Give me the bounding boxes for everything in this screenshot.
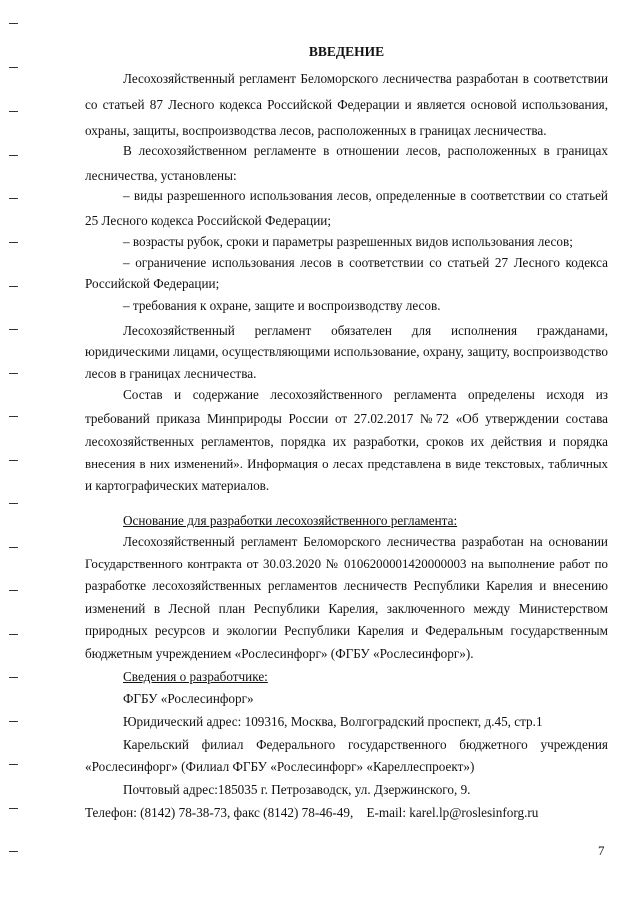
margin-mark: [9, 590, 18, 591]
paragraph-line: требований приказа Минприроды России от 27.02.2017 №72 «Об утверждении состава: [85, 411, 608, 426]
list-item: – ограничение использования лесов в соответствии со статьей 27 Лесного кодекса: [123, 255, 608, 270]
list-item: 25 Лесного кодекса Российской Федерации;: [85, 213, 331, 228]
margin-mark: [9, 286, 18, 287]
margin-mark: [9, 503, 18, 504]
paragraph-line: охраны, защиты, воспроизводства лесов, расположенных в границах лесничества.: [85, 123, 547, 138]
paragraph-line: лесов в границах лесничества.: [85, 366, 257, 381]
list-item: – виды разрешенного использования лесов, определенные в соответствии со статьей: [123, 188, 608, 203]
margin-mark: [9, 677, 18, 678]
paragraph-line: и картографических материалов.: [85, 478, 270, 493]
paragraph-line: лесохозяйственных регламентов, порядка их разработки, сроков их действия и порядка: [85, 434, 608, 449]
margin-mark: [9, 764, 18, 765]
margin-mark: [9, 460, 18, 461]
developer-org: ФГБУ «Рослесинфорг»: [123, 691, 254, 706]
margin-mark: [9, 198, 18, 199]
margin-mark: [9, 851, 18, 852]
margin-mark: [9, 634, 18, 635]
paragraph-line: В лесохозяйственном регламенте в отношении лесов, расположенных в границах: [123, 143, 608, 158]
margin-marks: [0, 0, 40, 905]
margin-mark: [9, 67, 18, 68]
paragraph-line: Состав и содержание лесохозяйственного регламента определены исходя из: [123, 387, 608, 402]
branch-line: Карельский филиал Федерального государственного бюджетного учреждения: [123, 737, 608, 752]
page-title: ВВЕДЕНИЕ: [308, 44, 385, 59]
section-heading: Сведения о разработчике:: [123, 669, 268, 684]
paragraph-line: изменений в Лесной план Республики Карелия, заключенного между Министерством: [85, 601, 608, 616]
paragraph-line: Лесохозяйственный регламент Беломорского лесничества разработан в соответствии: [123, 71, 608, 86]
margin-mark: [9, 329, 18, 330]
page-number: 7: [598, 843, 605, 858]
paragraph-line: лесничества, установлены:: [85, 168, 237, 183]
paragraph-line: Лесохозяйственный регламент обязателен для исполнения гражданами,: [123, 323, 608, 338]
branch-line: «Рослесинфорг» (Филиал ФГБУ «Рослесинфорг» «Кареллеспроект»): [85, 759, 475, 774]
margin-mark: [9, 373, 18, 374]
paragraph-line: со статьей 87 Лесного кодекса Российской Федерации и является основой использования,: [85, 97, 608, 112]
postal-address: Почтовый адрес:185035 г. Петрозаводск, ул. Дзержинского, 9.: [123, 782, 471, 797]
margin-mark: [9, 242, 18, 243]
legal-address: Юридический адрес: 109316, Москва, Волгоградский проспект, д.45, стр.1: [123, 714, 543, 729]
list-item: Российской Федерации;: [85, 276, 220, 291]
paragraph-line: природных ресурсов и экологии Республики Карелия и Федеральным государственным: [85, 623, 608, 638]
paragraph-line: Государственного контракта от 30.03.2020 № 0106200001420000003 на выполнение работ по: [85, 557, 608, 571]
margin-mark: [9, 111, 18, 112]
contacts-line: Телефон: (8142) 78-38-73, факс (8142) 78-46-49, E-mail: karel.lp@roslesinforg.ru: [85, 805, 539, 820]
list-item: – возрасты рубок, сроки и параметры разрешенных видов использования лесов;: [123, 234, 573, 249]
margin-mark: [9, 721, 18, 722]
list-item: – требования к охране, защите и воспроизводству лесов.: [123, 298, 441, 313]
margin-mark: [9, 155, 18, 156]
margin-mark: [9, 416, 18, 417]
paragraph-line: юридическими лицами, осуществляющими использование, охрану, защиту, воспроизводство: [85, 344, 608, 359]
paragraph-line: бюджетным учреждением «Рослесинфорг» (ФГБУ «Рослесинфорг»).: [85, 646, 474, 661]
margin-mark: [9, 23, 18, 24]
paragraph-line: разработке лесохозяйственных регламентов лесничеств Республики Карелия и внесению: [85, 578, 608, 593]
paragraph-line: Лесохозяйственный регламент Беломорского лесничества разработан на основании: [123, 534, 608, 549]
section-heading: Основание для разработки лесохозяйственного регламента:: [123, 513, 458, 528]
margin-mark: [9, 547, 18, 548]
margin-mark: [9, 808, 18, 809]
paragraph-line: внесения в них изменений». Информация о лесах представлена в виде текстовых, табличных: [85, 457, 608, 471]
